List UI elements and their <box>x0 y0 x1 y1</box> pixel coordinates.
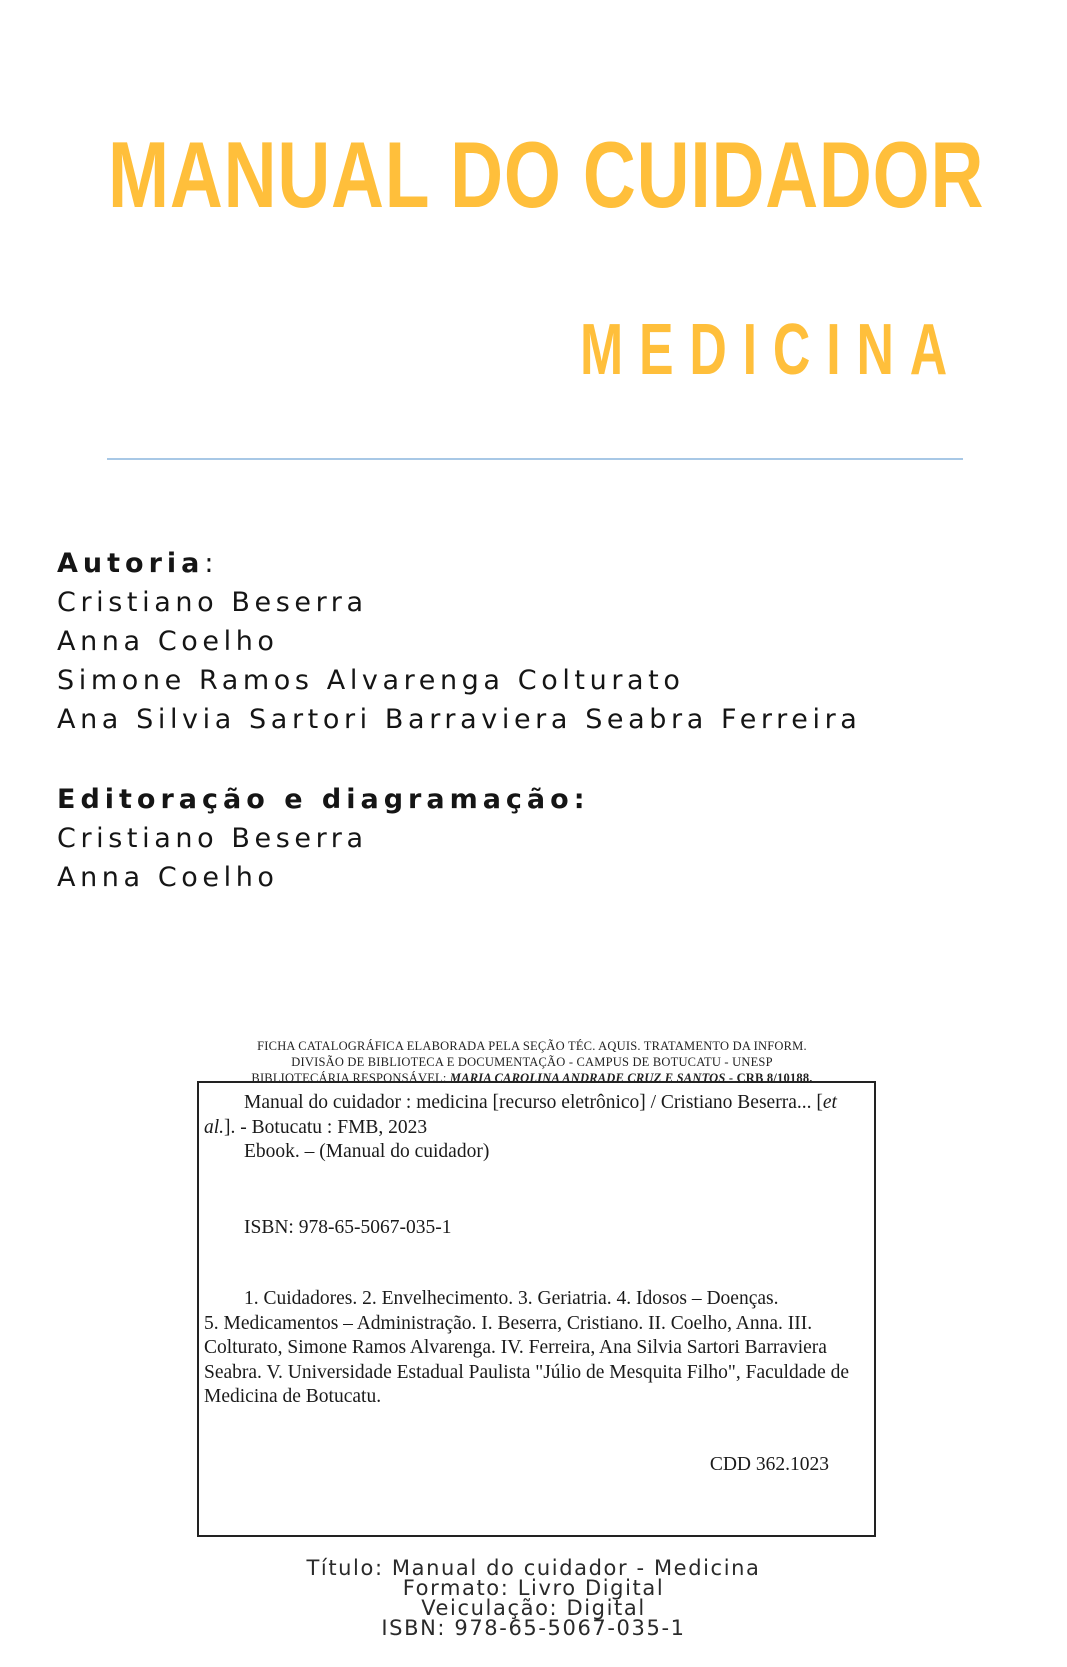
book-title: MANUAL DO CUIDADOR <box>108 122 985 227</box>
author-name: Ana Silvia Sartori Barraviera Seabra Ferreira <box>57 704 862 735</box>
catalog-card <box>197 1081 876 1537</box>
catalog-imprint: ]. - Botucatu : FMB, 2023 <box>224 1116 428 1138</box>
catalog-subjects-rest: 5. Medicamentos – Administração. I. Beserra, Cristiano. II. Coelho, Anna. III. Colturato, Simone Ramos Alvarenga. IV. Ferreira, Ana Silvia Sartori Barraviera Seabra. V. Universidade Estadual Paulista "Júlio de Mesquita Filho", Faculdade de Medicina de Botucatu. <box>204 1312 850 1407</box>
author-name: Cristiano Beserra <box>57 587 368 618</box>
footer-title: Título: Manual do cuidador - Medicina <box>306 1556 761 1580</box>
footer-isbn: ISBN: 978-65-5067-035-1 <box>381 1616 686 1640</box>
catalog-card-header <box>192 1038 872 1086</box>
catalog-isbn-text: ISBN: 978-65-5067-035-1 <box>244 1217 452 1238</box>
librarian-name: MARIA CAROLINA ANDRADE CRUZ E SANTOS <box>449 1071 726 1085</box>
authors-label: Autoria <box>57 548 205 579</box>
librarian-prefix: BIBLIOTECÁRIA RESPONSÁVEL: <box>251 1071 450 1085</box>
catalog-et-al: et <box>822 1092 837 1113</box>
catalog-header-line: DIVISÃO DE BIBLIOTECA E DOCUMENTAÇÃO - CAMPUS DE BOTUCATU - UNESP <box>291 1055 773 1069</box>
authors-section <box>57 544 861 739</box>
editors-label: Editoração e diagramação: <box>57 784 590 815</box>
catalog-title-entry <box>204 1091 869 1140</box>
catalog-subjects <box>204 1287 869 1410</box>
catalog-title-line <box>204 1091 869 1116</box>
catalog-cdd: CDD 362.1023 <box>709 1454 829 1475</box>
librarian-crb: - CRB 8/10188. <box>725 1071 813 1085</box>
editors-section <box>57 780 590 897</box>
book-subtitle: MEDICINA <box>579 310 963 390</box>
author-name: Anna Coelho <box>57 626 279 657</box>
publication-info <box>0 1558 1067 1638</box>
editor-name: Anna Coelho <box>57 862 279 893</box>
author-name: Simone Ramos Alvarenga Colturato <box>57 665 685 696</box>
catalog-subjects-first: 1. Cuidadores. 2. Envelhecimento. 3. Geriatria. 4. Idosos – Doenças. <box>244 1288 779 1309</box>
catalog-et-al: al. <box>204 1116 225 1138</box>
authors-colon: : <box>204 548 219 579</box>
catalog-ebook-text: Ebook. – (Manual do cuidador) <box>244 1141 490 1162</box>
authors-heading <box>57 544 861 583</box>
editor-name: Cristiano Beserra <box>57 823 368 854</box>
title-divider <box>107 458 963 460</box>
footer-veiculacao: Veiculação: Digital <box>421 1596 646 1620</box>
catalog-series <box>204 1140 869 1165</box>
catalog-title-line-2 <box>204 1116 869 1141</box>
catalog-isbn <box>204 1216 869 1241</box>
footer-format: Formato: Livro Digital <box>402 1576 665 1600</box>
catalog-title-text: Manual do cuidador : medicina [recurso eletrônico] / Cristiano Beserra... [ <box>244 1092 823 1113</box>
catalog-header-line: FICHA CATALOGRÁFICA ELABORADA PELA SEÇÃO TÉC. AQUIS. TRATAMENTO DA INFORM. <box>257 1039 807 1053</box>
